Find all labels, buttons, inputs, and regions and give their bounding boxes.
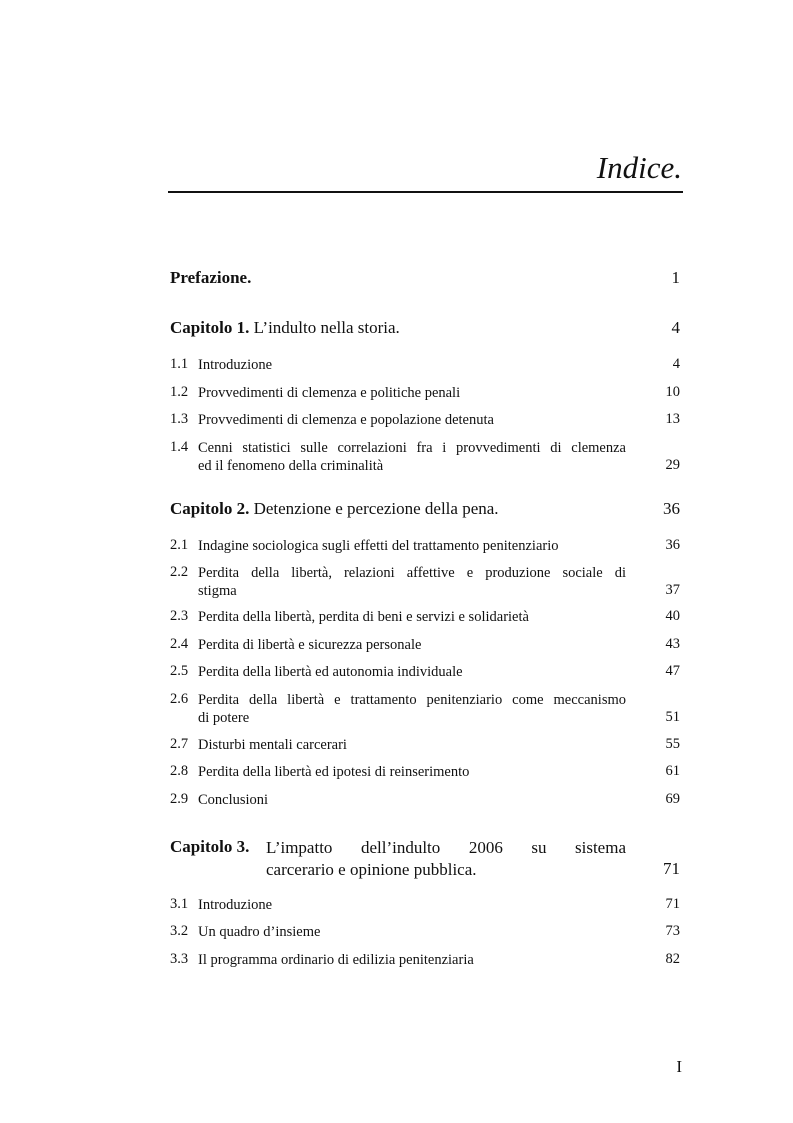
section-page: 10 [665, 384, 680, 400]
section-page: 37 [665, 582, 680, 598]
toc-entry-chapter-3[interactable] [170, 837, 680, 881]
section-number: 2.7 [170, 736, 189, 752]
section-title: Disturbi mentali carcerari [198, 737, 347, 753]
section-title: Perdita di libertà e sicurezza personale [198, 637, 422, 653]
section-title-line-2: di potere [198, 710, 250, 726]
chapter-1-title: L’indulto nella storia. [253, 318, 400, 337]
section-page: 40 [665, 608, 680, 624]
section-number: 2.1 [170, 537, 189, 553]
section-page: 29 [665, 457, 680, 473]
section-title: Perdita della libertà ed ipotesi di reinserimento [198, 764, 470, 780]
section-title-line-1: Perdita della libertà e trattamento penitenziario come meccanismo [198, 692, 626, 708]
page-number: I [676, 1057, 682, 1076]
preface-label: Prefazione. [170, 268, 252, 287]
section-title: Conclusioni [198, 792, 269, 808]
chapter-3-title-line-2: carcerario e opinione pubblica. [266, 860, 477, 879]
section-number: 1.1 [170, 356, 189, 372]
section-title-line-2: ed il fenomeno della criminalità [198, 458, 384, 474]
section-number: 2.5 [170, 663, 189, 679]
preface-page: 1 [671, 268, 680, 287]
section-title: Provvedimenti di clemenza e politiche penali [198, 385, 461, 401]
section-page: 82 [665, 951, 680, 967]
section-page: 43 [665, 636, 680, 652]
section-page: 61 [665, 763, 680, 779]
section-number: 2.4 [170, 636, 189, 652]
section-title: Perdita della libertà, perdita di beni e servizi e solidarietà [198, 609, 529, 625]
section-number: 3.1 [170, 896, 189, 912]
section-page: 36 [665, 537, 680, 553]
section-number: 2.2 [170, 564, 189, 580]
section-page: 55 [665, 736, 680, 752]
toc-entry-chapter-1[interactable] [170, 318, 680, 338]
section-number: 2.3 [170, 608, 189, 624]
section-page: 73 [665, 923, 680, 939]
section-number: 2.6 [170, 691, 189, 707]
section-number: 3.2 [170, 923, 189, 939]
section-title-line-1: Perdita della libertà, relazioni affettive e produzione sociale di [198, 565, 626, 581]
section-number: 1.3 [170, 411, 189, 427]
toc-entry-preface[interactable] [170, 268, 680, 288]
section-title: Perdita della libertà ed autonomia individuale [198, 664, 463, 680]
title-rule [168, 191, 683, 193]
section-title-line-2: stigma [198, 583, 237, 599]
chapter-2-title: Detenzione e percezione della pena. [253, 499, 499, 518]
section-page: 4 [672, 356, 680, 372]
chapter-1-label: Capitolo 1. [170, 318, 250, 337]
chapter-3-page: 71 [663, 859, 680, 878]
section-title: Indagine sociologica sugli effetti del trattamento penitenziario [198, 538, 559, 554]
section-title: Provvedimenti di clemenza e popolazione detenuta [198, 412, 494, 428]
section-number: 1.2 [170, 384, 189, 400]
chapter-3-title-line-1: L’impatto dell’indulto 2006 su sistema [266, 838, 626, 857]
toc-entry-chapter-2[interactable] [170, 499, 680, 519]
section-page: 69 [665, 791, 680, 807]
chapter-2-page: 36 [663, 499, 680, 518]
section-number: 3.3 [170, 951, 189, 967]
section-title: Introduzione [198, 357, 273, 373]
section-number: 1.4 [170, 439, 189, 455]
chapter-2-label: Capitolo 2. [170, 499, 250, 518]
section-title: Introduzione [198, 897, 273, 913]
chapter-3-title [266, 837, 626, 881]
section-title: Il programma ordinario di edilizia penitenziaria [198, 952, 474, 968]
section-title: Un quadro d’insieme [198, 924, 321, 940]
section-page: 51 [665, 709, 680, 725]
section-page: 47 [665, 663, 680, 679]
section-number: 2.9 [170, 791, 189, 807]
section-number: 2.8 [170, 763, 189, 779]
page-title: Indice. [596, 150, 682, 185]
section-page: 13 [665, 411, 680, 427]
section-title-line-1: Cenni statistici sulle correlazioni fra i provvedimenti di clemenza [198, 440, 626, 456]
chapter-3-label: Capitolo 3. [170, 837, 250, 856]
section-page: 71 [665, 896, 680, 912]
chapter-1-page: 4 [671, 318, 680, 337]
